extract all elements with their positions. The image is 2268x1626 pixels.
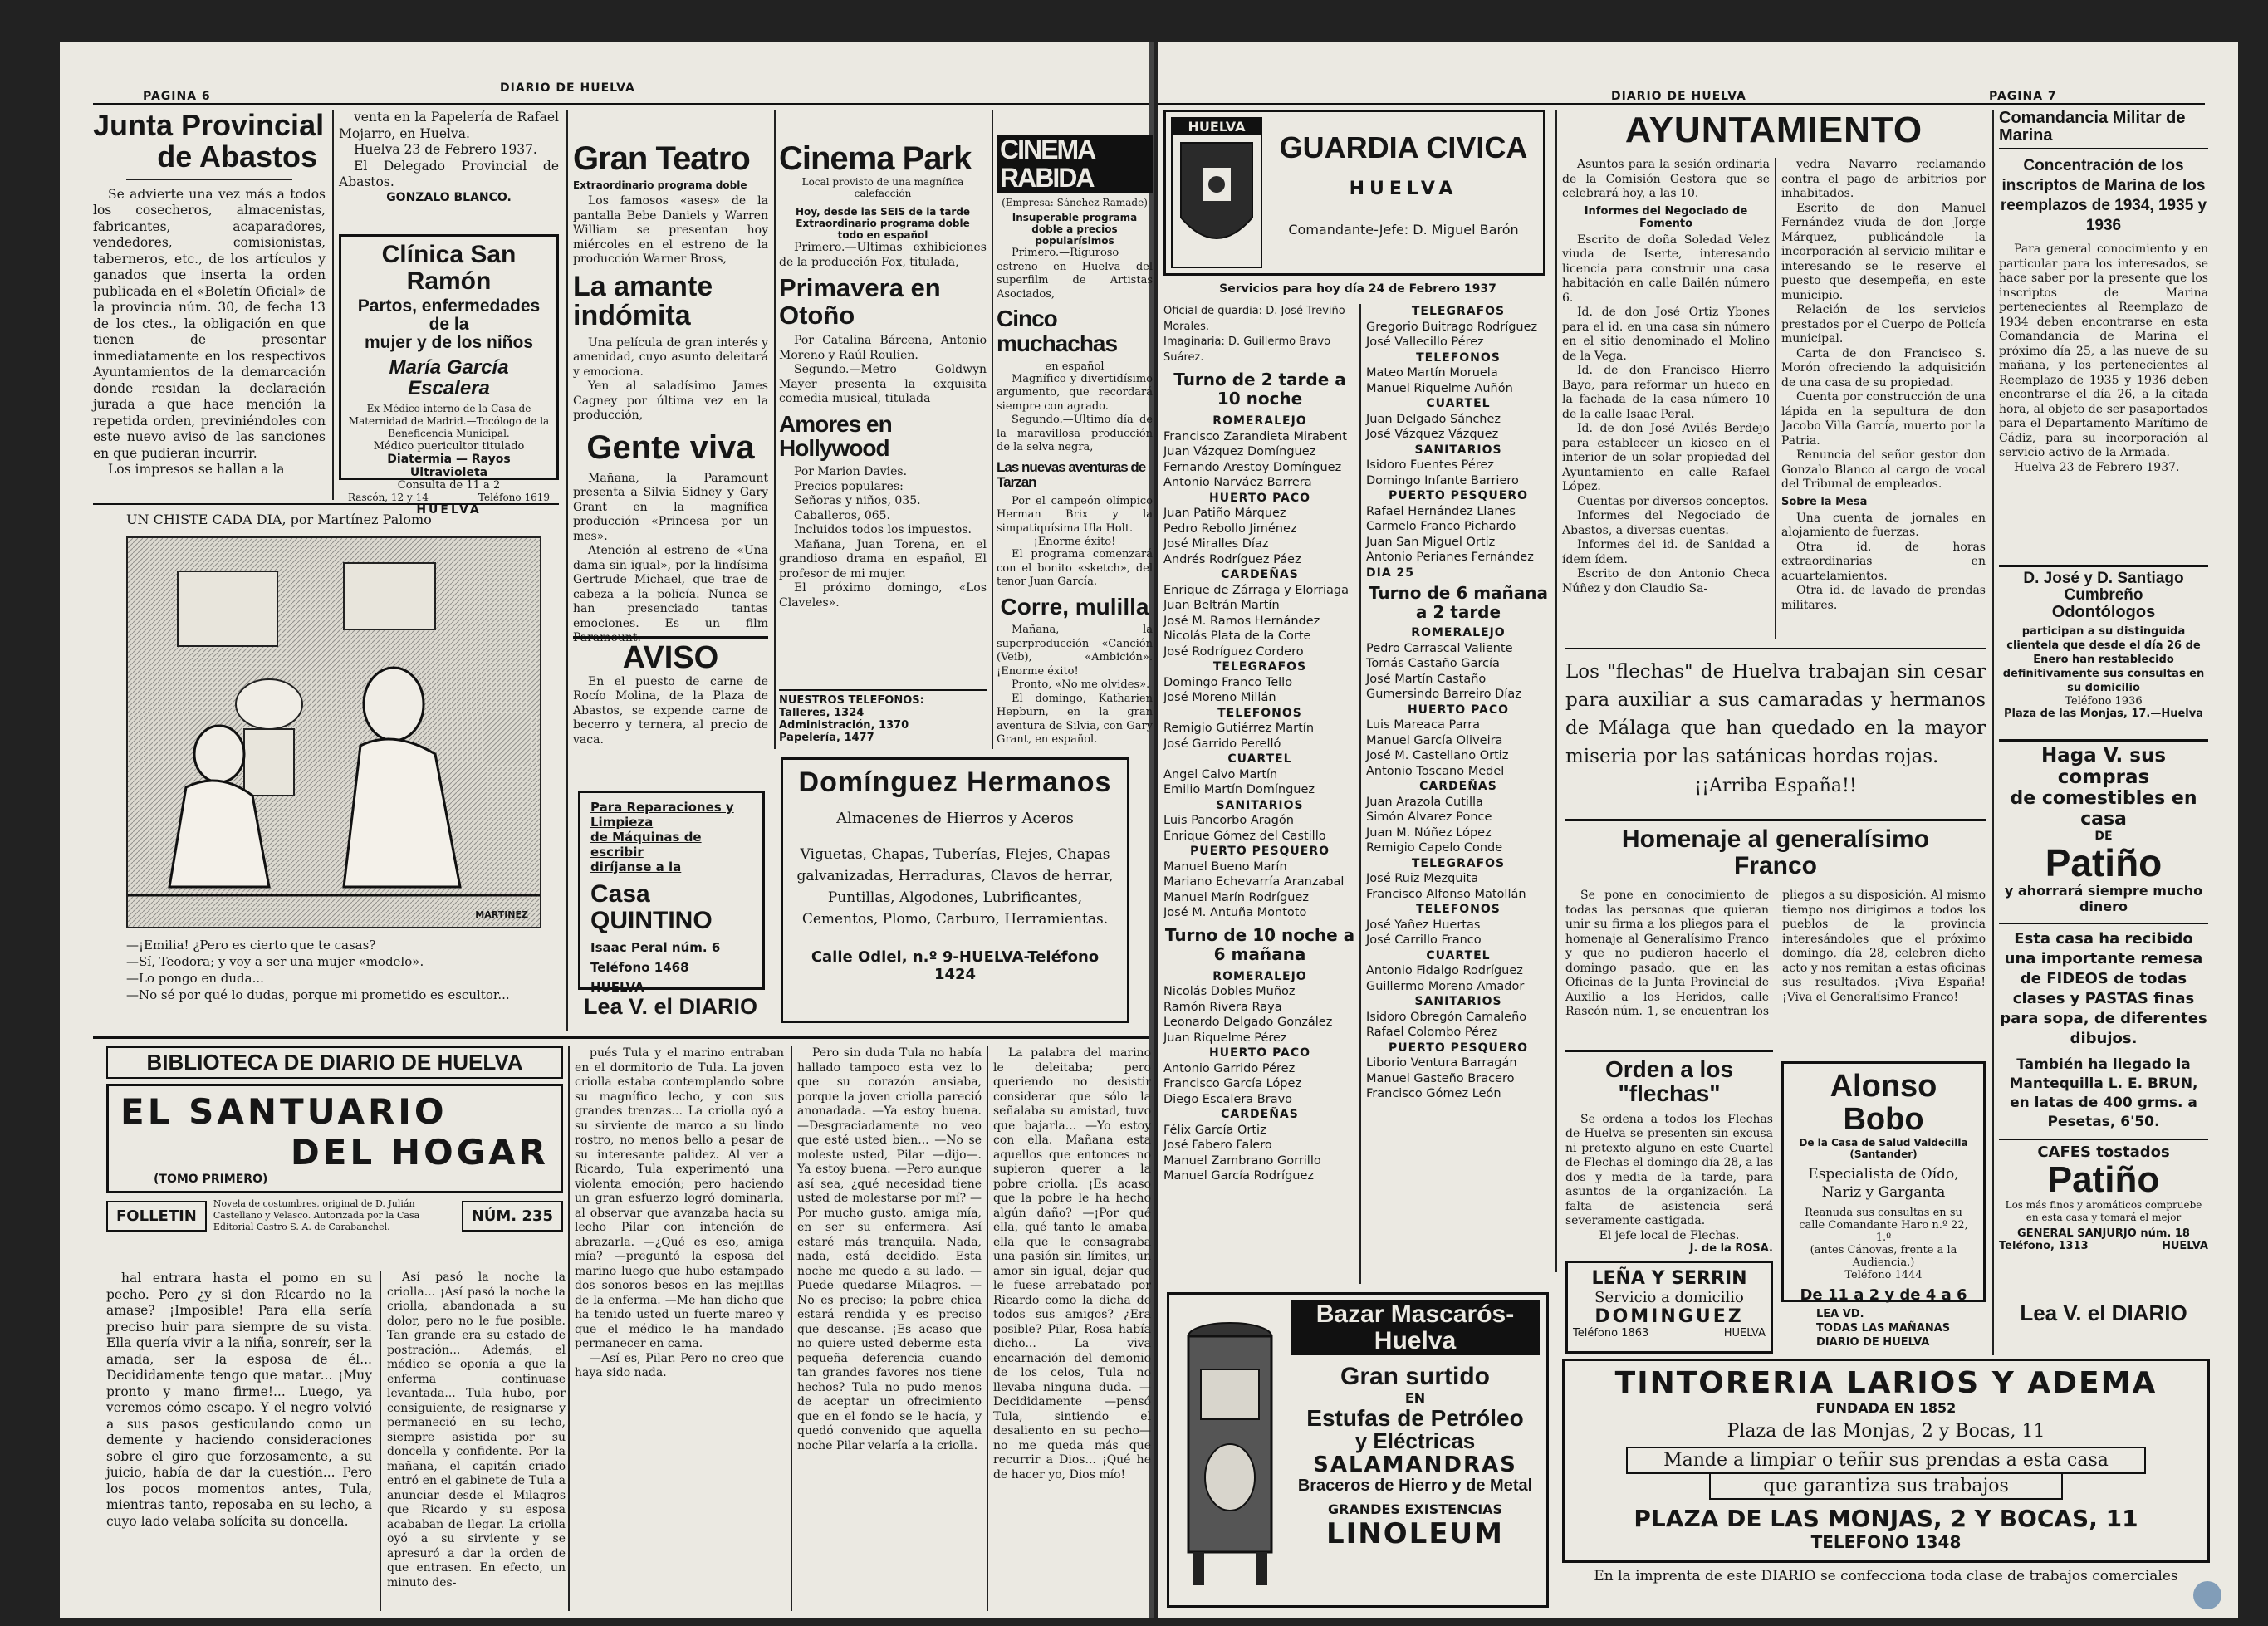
svc-m1: Gregorio Buitrago Rodríguez José Vallecillo Pérez [1366,320,1538,349]
bobo-p2: (antes Cánovas, frente a la Audiencia.) [1810,1243,1957,1269]
bazar-l6: Braceros de Hierro y de Metal [1297,1477,1533,1496]
novel-col-3 [993,1046,1151,1611]
clinic-creds: Ex-Médico interno de la Casa de Maternidad de Madrid.—Tocólogo de la Beneficencia Municipal. [348,402,550,439]
ayto-q4: Carta de don Francisco S. Morón ofreciendo la adquisición de una casa de su propiedad. [1781,346,1986,389]
arriba-espana: ¡¡Arriba España!! [1694,776,1857,796]
svc-h-huerto-2: HUERTO PACO [1208,1046,1311,1060]
svc-m9: José Ruiz Mezquita Francisco Alfonso Matollán [1366,872,1526,901]
park-p1c: todo en español [837,229,928,241]
svc-m3: Juan Delgado Sánchez José Vázquez Vázquez [1366,412,1501,441]
ayto-q2: Escrito de don Manuel Fernández viuda de don Jorge Márquez, publicándole la incorporación al servicio militar e interesando se le reserve el puesto que desempeña, en este municipio. [1781,201,1986,302]
rabida-p10: Pronto, «No me olvides». [1012,678,1150,692]
shield-label: HUELVA [1173,119,1261,135]
aviso-body: En el puesto de carne de Rocío Molina, de la Plaza de Abastos, se expende carne de becerro y ternera, al precio de vaca. [573,674,768,747]
rabida-p3: en español [1045,360,1105,373]
park-p11: El próximo domingo, «Los Claveles». [779,581,987,610]
ayto-p8: Informes del id. de Sanidad a ídem ídem. [1562,538,1770,566]
bazar-l1: Gran surtido [1340,1363,1490,1390]
novel-col-0 [106,1271,372,1611]
park-p8: Caballeros, 065. [794,508,890,522]
junta-title: Junta Provincial [93,108,325,142]
clinic-name: Clínica San Ramón [381,241,517,295]
teatro-p2: Una película de gran interés y amenidad, cuyo asunto deleitará y emociona. [573,335,768,379]
folletin-row [106,1198,563,1233]
park-p7: Señoras y niños, 035. [794,494,921,508]
ayto-p7: Informes del Negociado de Abastos, a diversas cuentas. [1562,509,1770,537]
svc-m12: Isidoro Obregón Camaleño Rafael Colombo Pérez [1366,1010,1527,1039]
svc2-h-cuartel: CUARTEL [1426,397,1491,410]
quintino-l3: diríjanse a la [590,860,682,874]
bazar-l5: SALAMANDRAS [1313,1452,1517,1478]
svc-n5: Remigio Gutiérrez Martín José Garrido Perelló [1163,722,1315,751]
patino-name: Patiño [2045,841,2163,884]
bazar-title: Bazar Mascarós-Huelva [1291,1300,1540,1355]
cartoon-section [93,512,559,1035]
svc-n6: Angel Calvo Martín Emilio Martín Domínguez [1163,767,1315,796]
patino-l2: de comestibles en casa [2010,788,2197,830]
ayto-q8: Otra id. de horas extraordinarias en acuartelamientos. [1781,540,1986,583]
dominguez-sub: Almacenes de Hierros y Aceros [836,809,1074,827]
junta-signer: GONZALO BLANCO. [386,190,512,204]
dominguez-hermanos-ad [781,757,1129,1023]
lea-list-3: DIARIO DE HUELVA [1816,1336,1930,1349]
svc-m4: Isidoro Fuentes Pérez Domingo Infante Barriero [1366,458,1519,487]
homenaje-title-2: Franco [1733,851,1818,879]
guardia-chief: Comandante-Jefe: D. Miguel Barón [1288,222,1519,238]
rabida-p5: Segundo.—Ultimo día de la maravillosa producción de la selva negra, [997,414,1153,454]
bobo-hours: De 11 a 2 y de 4 a 6 [1800,1286,1967,1304]
phones-box [779,689,987,749]
lena-contact [1573,1327,1766,1339]
novel-tomo: (TOMO PRIMERO) [154,1173,268,1187]
novel-text-2: Pero sin duda Tula no había hallado tampoco esta vez lo que su corazón ansiaba, porque la joven criolla pareció anonadada. —Ya estoy buena. —Desgraciadamente no veo que esté usted bien... —No se moleste usted, Pilar —dijo—. Ya estoy buena. —Pero aunque así sea, ¿qué necesidad tiene usted de molestarse por mí? —Por mucho gusto, amiga mía, en ser su enfermera. Así estaré más tranquila. Nada, nada, está decidido. Esta noche me quedo a su lado. —Puede quedarse Milagros. —No es preciso; la pobre chica estará rendida y es preciso que descanse. ¡Es acaso que no quiere usted deberme esta pequeña deferencia cuando tan grandes favores nos tiene hechos? Tula no pudo menos de aceptar un ofrecimiento que en el fondo se le hacía, y quedó convenido que aquella noche Pilar velaría a la criolla. [797,1046,982,1452]
orden-body: Se ordena a todos los Flechas de Huelva se presenten sin excusa ni pretexto alguno en este Cuartel de Flechas el domingo día 28, a las dos y media de la tarde, para asuntos de la organización. La falta de asistencia será severamente castigada. [1565,1112,1773,1228]
rabida-film1: Cinco muchachas [997,306,1118,356]
ayto-p4: Id. de don Francisco Hierro Bayo, para reformar un hueco en la fachada de la casa número 10 de la calle Isaac Peral. [1562,364,1770,421]
teatro-p3: Yen al saladísimo James Cagney por última vez en la producción, [573,380,768,423]
bazar-l2: EN [1404,1389,1426,1406]
phones-title: NUESTROS TELEFONOS: [779,694,924,707]
bazar-l7: GRANDES EXISTENCIAS [1327,1501,1503,1518]
marina-body: Para general conocimiento y en particular para los interesados, se hace saber por la presente que los inscriptos de Marina pertenecientes al Reemplazo de 1934 deben encontrarse en esta Comandancia de Marina el próximo día 25, a las nueve de su mañana, y los pertenecientes al Reemplazo de 1935 y 1936 deben encontrarse el día 26, a la citada hora, al objeto de ser pasaportados para el Departamento Marítimo de Cádiz, para su incorporación al servicio activo de la Armada. [1999,242,2208,459]
svc-m2: Mateo Martín Moruela Manuel Riquelme Auñón [1366,366,1513,395]
svc-n1: Francisco Zarandieta Mirabent Juan Vázquez Domínguez Fernando Arestoy Domínguez Antonio Narváez Barrera [1163,429,1347,489]
patino-name-2: Patiño [2047,1159,2160,1201]
tint-msg-1: Mande a limpiar o teñir sus prendas a esta casa [1626,1447,2146,1474]
gran-teatro-ad [573,140,768,645]
clinic-hours: Consulta de 11 a 2 [397,478,501,492]
svc-h-cardenas: CARDEÑAS [1221,568,1299,581]
folletin-label: FOLLETIN [106,1201,207,1232]
bobo-p1: Reanuda sus consultas en su calle Comandante Haro n.º 22, 1.º [1799,1206,1968,1244]
ayuntamiento-col-2 [1781,158,1986,648]
rabida-p7: ¡Enorme éxito! [1033,536,1116,549]
homenaje-title-1: Homenaje al generalísimo [1621,825,1930,853]
svc-dia25: DIA 25 [1366,566,1415,580]
park-p4: Segundo.—Metro Goldwyn Mayer presenta la exquisita comedia musical, titulada [779,363,987,406]
rabida-title: CINEMA RABIDA [997,135,1153,193]
lena-city: HUELVA [1723,1327,1766,1339]
quintino-name: Casa QUINTINO [590,880,713,934]
svc-n2: Juan Patiño Márquez Pedro Rebollo Jiménez José Miralles Díaz Andrés Rodríguez Páez [1163,507,1301,566]
ayto-q5: Cuenta por construcción de una lápida en la sepultura de don Jacobo Villa García, muerto por la Patria. [1781,390,1986,448]
guardia-sub: HUELVA [1349,179,1458,199]
teatro-sub: Extraordinario programa doble [573,179,747,191]
ayuntamiento-title: AYUNTAMIENTO [1624,110,1923,150]
rabida-film3: Corre, mulilla [1000,593,1149,620]
bazar-l8: LINOLEUM [1325,1517,1504,1551]
phones-l2: Administración, 1370 [779,719,909,732]
lena-title: LEÑA Y SERRIN [1591,1268,1747,1289]
rabida-sub1: (Empresa: Sánchez Ramade) [1002,197,1148,209]
ayto-q1: vedra Navarro reclamando contra el pago de arbitrios por inhabitados. [1781,158,1986,200]
patino-contact [1999,1240,2208,1252]
ayto-p6: Cuentas por diversos conceptos. [1577,494,1769,508]
lea-diario-right: Lea V. el DIARIO [2020,1300,2187,1325]
aviso-title: AVISO [573,636,768,675]
svc-h-sanitarios: SANITARIOS [1216,798,1304,812]
marina-heading: Concentración de los inscriptos de Marina de los reemplazos de 1934, 1935 y 1936 [2000,157,2207,234]
clinic-phone: Teléfono 1619 [478,491,550,503]
tint-founded: FUNDADA EN 1852 [1815,1400,1957,1416]
library-stamp-icon [2193,1581,2221,1609]
svc2-h-huerto: HUERTO PACO [1407,703,1510,717]
clinic-line1: Partos, enfermedades de la [357,296,541,335]
svc-m11: Antonio Fidalgo Rodríguez Guillermo Moreno Amador [1366,964,1525,993]
svc-h-cuartel: CUARTEL [1227,752,1292,766]
dominguez-addr: Calle Odiel, n.º 9-HUELVA-Teléfono 1424 [811,948,1100,983]
rabida-p1: Insuperable programa doble a precios popularísimos [1012,212,1138,247]
svc-n9: Nicolás Dobles Muñoz Ramón Rivera Raya Leonardo Delgado González Juan Riquelme Pérez [1163,985,1333,1045]
tintoreria-ad [1562,1359,2210,1563]
patino-phone: Teléfono, 1313 [1999,1240,2089,1253]
teatro-title: Gran Teatro [573,140,750,177]
svc-n10: Antonio Garrido Pérez Francisco García López Diego Escalera Bravo [1163,1061,1302,1106]
page-number-left: PAGINA 6 [143,90,211,103]
lena-sub: Servicio a domicilio [1594,1289,1744,1306]
ayuntamiento-col-1 [1562,158,1770,664]
alonso-bobo-ad [1781,1061,1986,1302]
junta-cont: venta en la Papelería de Rafael Mojarro, en Huelva. [339,110,559,141]
teatro-p4: Mañana, la Paramount presenta a Silvia Sidney y Gary Grant en la magnífica producción «Princesa por un mes». [573,471,768,543]
lea-diario-left: Lea V. el DIARIO [583,994,758,1019]
patino-b2: También ha llegado la Mantequilla L. E. BRUN, en latas de 400 grms. a Pesetas, 6'50. [2009,1056,2198,1131]
orden-title: Orden a los "flechas" [1604,1056,1734,1107]
bazar-l3: Estufas de Petróleo [1306,1404,1524,1431]
svc2-h-telefonos-b: TELEFONOS [1416,903,1501,916]
rabida-p8: El programa comenzará con el bonito «sketch», del tenor Juan García. [997,548,1153,589]
cartoon-header: UN CHISTE CADA DIA, por Martínez Palomo [126,512,432,527]
biblioteca-title: BIBLIOTECA DE DIARIO DE HUELVA [106,1046,563,1079]
svc2-h-telegrafos-b: TELEGRAFOS [1411,856,1506,870]
cartoon-drawing [128,538,540,927]
marina-article [1999,110,2208,575]
patino-l1: Haga V. sus compras [2040,745,2167,788]
flechas-note-text: Los "flechas" de Huelva trabajan sin cesar para auxiliar a sus camaradas y hermanos de Málaga que han quedado en la mayor miseria por las satánicas hordas rojas. [1565,661,1986,767]
svc-h-romeralejo: ROMERALEJO [1212,414,1307,428]
svc-imag: Imaginaria: D. Guillermo Bravo Suárez. [1163,335,1331,364]
phones-l3: Papelería, 1477 [779,732,874,744]
patino-de: DE [2094,830,2113,843]
svc2-h-puerto: PUERTO PESQUERO [1388,489,1529,502]
svc-h-huerto: HUERTO PACO [1208,491,1311,505]
guardia-civica-ad [1163,110,1545,276]
park-film2: Amores en Hollywood [779,410,892,461]
marina-title: Comandancia Militar de Marina [1999,110,2208,149]
rabida-p2: Primero.—Riguroso estreno en Huelva del superfilm de Artistas Asociados, [997,247,1153,301]
cartoon-signature: MARTINEZ [475,909,528,920]
bazar-mascaros-ad [1167,1292,1549,1608]
svc-h-romeralejo-2: ROMERALEJO [1212,969,1307,983]
patino-ad [1999,739,2208,1304]
clinic-line2: mujer y de los niños [364,333,534,353]
odont-sub: Odontólogos [2051,602,2156,621]
svc-m10: José Yañez Huertas José Carrillo Franco [1366,918,1482,947]
bazar-l4: y Eléctricas [1354,1428,1476,1453]
clinic-doctor: María García Escalera [389,356,509,400]
svc-h-telegrafos: TELEGRAFOS [1212,660,1307,673]
svc2-h-cuartel-b: CUARTEL [1426,948,1491,962]
park-p10: Mañana, Juan Torena, en el grandioso drama en español, El profesor de mi mujer. [779,537,987,580]
phones-l1: Talleres, 1324 [779,707,865,719]
junta-title-2: de Abastos [157,139,317,174]
patino-city: HUELVA [2161,1240,2208,1253]
junta-body-2: Los impresos se hallan a la [108,462,285,478]
svc-turno-1: Turno de 2 tarde a 10 noche [1173,370,1346,409]
ayto-q3: Relación de los servicios prestados por el Cuerpo de Policía municipal. [1781,303,1986,345]
clinic-contact-row [348,492,550,503]
novel-title-2: DEL HOGAR [290,1132,549,1173]
ayto-q6: Renuncia del señor gestor don Gonzalo Blanco al cargo de vocal del Tribunal de empleados. [1781,448,1986,491]
svc-h-puerto: PUERTO PESQUERO [1189,845,1330,858]
bobo-specialty: Especialista de Oído, Nariz y Garganta [1808,1165,1959,1201]
svc2-h-sanitarios: SANITARIOS [1414,443,1502,457]
svc-m5: Rafael Hernández Llanes Carmelo Franco Pichardo Juan San Miguel Ortiz Antonio Perianes Fernández [1366,504,1534,564]
ayto-p5: Id. de don José Avilés Berdejo para establecer un kiosco en el interior de un solar propiedad del Ayuntamiento en calle Rafael López. [1562,422,1770,493]
lea-list-2: TODAS LAS MAÑANAS [1816,1322,1951,1335]
svc2-h-sanitarios-b: SANITARIOS [1414,995,1502,1008]
tint-title: TINTORERIA LARIOS Y ADEMA [1614,1366,2158,1400]
quintino-phone: Teléfono 1468 [590,960,689,975]
clinic-ad [339,234,559,517]
odontologos-ad [1999,565,2208,731]
ayto-q9: Otra id. de lavado de prendas militares. [1781,584,1986,612]
novel-text-3: La palabra del marino le deleitaba; pero queriendo no desistir considerar que sólo la señalaba su amistad, tuvo que bajarla... —Yo estoy con ella. Mañana esta aquellos que entonces no supieron querer a la pobre criolla. ¡Es acaso que la pobre le ha hecho algún daño? —¡Por qué ella, qué tanto le amaba, ella que le consagraba una pasión sin límites, un amor sin igual, dejar que le fuese arrebatado por Ricardo como la dicha de todos sus amigos? ¿Era posible? Pilar, Rosa había dicho... La viva encarnación del demonio de los celos, Tula no llevaba ninguna duda. —Decididamente —pensó Tula, sintiendo el desaliento en su pecho— no me queda más que recurrir a Dios... ¡Qué he de hacer yo, Dios mío! [993,1046,1151,1482]
quintino-ad [578,791,765,995]
tint-phone: TELEFONO 1348 [1810,1532,1962,1552]
park-p2: Primero.—Ultimas exhibiciones de la producción Fox, titulada, [779,241,987,269]
svc2-h-romeralejo: ROMERALEJO [1411,626,1506,639]
tint-address: Plaza de las Monjas, 2 y Bocas, 11 [1727,1421,2045,1442]
guardia-title: GUARDIA CIVICA [1279,130,1528,164]
quintino-l2: de Máquinas de escribir [590,830,702,860]
teatro-film1: La amante indómita [573,270,713,332]
patino-b1: Esta casa ha recibido una importante remesa de FIDEOS de todas clases y PASTAS finas para sopa, de diferentes dibujos. [1999,923,2208,1049]
caption-line-2: —Sí, Teodora; y voy a ser una mujer «modelo». [126,954,424,969]
ayto-p2: Escrito de doña Soledad Velez viuda de Iserte, interesando licencia para construir una casa habitación en calle Bailén número 6. [1562,233,1770,305]
park-p6: Precios populares: [794,479,904,493]
ayto-p1: Asuntos para la sesión ordinaria de la Comisión Gestora que se celebrará hoy, a las 10. [1562,158,1770,200]
park-p3: Por Catalina Bárcena, Antonio Moreno y Raúl Roulien. [779,334,987,362]
patino-l3: y ahorrará siempre mucho dinero [2004,883,2203,915]
tint-address-2: PLAZA DE LAS MONJAS, 2 Y BOCAS, 11 [1634,1505,2138,1532]
homenaje-body: Se pone en conocimiento de todas las personas que quieran unir su firma a los pliegos para el homenaje al Generalísimo Franco y que no pudieron hacerlo el domingo pasado, que en las Oficinas de la Junta Provincial de Auxilio a los Heridos, calle Rascón núm. 1, se encuentran los pliegos a su disposición. Al mismo tiempo nos dirigimos a todos los pueblos de la provincia interesándoles que el próximo domingo, día 28, celebren dicho acto y nos remitan a estas oficinas sus resultados. ¡Viva España! ¡Viva el Generalísimo Franco! [1565,889,1986,1018]
junta-continuation [339,110,559,204]
junta-body: Se advierte una vez más a todos los cosecheros, almacenistas, fabricantes, acaparadores, vendedores, comisionistas, taberneros, etc., de los artículos y ganados que inserta la orden publicada en el «Boletín Oficial» de la provincia núm. 30, de fecha 13 de los ctes., la obligación en que tienen de presentar inmediatamente en los respectivos Ayuntamientos de la demarcación donde residan la declaración jurada a que hace mención la repetida orden, previniéndoles con este nuevo aviso de las sanciones en que pudieran incurrir. [93,186,326,461]
novel-text-0: hal entrara hasta el pomo en su pecho. Pero ¿y si don Ricardo no la amase? ¡Imposible! Para ella sería preciso huir para siempre de su vista. Ella quería vivir a la niña, sonreír, ser la amada, ser la esposa de él... Decididamente tengo que matar... ¡Muy pronto y mano firme!... Luego, ya veremos cómo escapo. Y el negro volvió a sus pasos gesticulando como un demente y haciendo consideraciones sobre el giro que forzosamente, a su juicio, había de dar la cuestión... Pero los pocos momentos antes, Tula, mientras tanto, reposaba en su lecho, a cuyo lado velaba solícita su doncella. [106,1271,372,1529]
odont-phone: Teléfono 1936 [2065,694,2143,708]
patino-b3: Los más finos y aromáticos compruebe en esta casa y tomará el mejor [2005,1199,2202,1224]
folletin-note: Novela de costumbres, original de D. Julián Castellano y Velasco. Autorizada por la Casa Editorial Castro S. A. de Carabanchel. [213,1198,420,1233]
park-p5: Por Marion Davies. [794,465,908,479]
svc-intro: Oficial de guardia: D. José Treviño Morales. [1163,305,1345,333]
cinema-rabida-ad [997,135,1153,749]
cartoon-caption [126,937,550,1003]
odont-body: participan a su distinguida clientela que desde el día 26 de Enero han restablecido definitivamente sus consultas en su domicilio [2002,624,2205,694]
rabida-p6: Por el campeón olímpico Herman Brix y la simpatiquísima Ula Holt. [997,494,1153,535]
svc-h-cardenas-2: CARDEÑAS [1221,1108,1299,1121]
odont-title: D. José y D. Santiago Cumbreño [2023,570,2184,604]
biblioteca-header [106,1046,563,1271]
bobo-sub: De la Casa de Salud Valdecilla (Santander) [1799,1136,1968,1160]
park-p1: Hoy, desde las SEIS de la tarde [795,206,971,218]
svc-turno-3: Turno de 6 mañana a 2 tarde [1368,583,1548,622]
orden-signer: J. de la ROSA. [1689,1242,1773,1255]
rabida-p9: Mañana, la superproducción «Canción (Veib), «Ambición». ¡Enorme éxito! [997,624,1153,678]
services-col-1 [1163,304,1356,1300]
park-film1: Primavera en Otoño [779,273,941,330]
novel-text-1b: —Así es, Pilar. Pero no creo que haya sido nada. [575,1351,784,1379]
rabida-film2: Las nuevas aventuras de Tarzan [997,458,1146,490]
novel-text-1: pués Tula y el marino entraban en el dormitorio de Tula. La joven criolla estaba contemplando sobre su magnífico lecho, y con sus grandes trenzas... La criolla oyó a su sirviente de marco a su lindo rostro, no menos bello a pesar de su interesante palidez. Al ver a Ricardo, Tula experimentó una violenta emoción; pero haciendo un gran esfuerzo logró dominarla, al observar que avanzaba hacia su lecho Pilar con intención de abrazarla. —¿Qué es eso, amiga mía? —preguntó la esposa del marino luego que hubo estampado dos sonoros besos en las mejillas de la enferma. —Me han dicho que ha tenido usted un fuerte mareo y que el médico le ha mandado permanecer en cama. [575,1046,784,1350]
ayto-p3: Id. de don José Ortiz Ybones para el id. en una casa sin número en el sitio denominado el Molino de la Vega. [1562,306,1770,363]
marina-date: Huelva 23 de Febrero 1937. [2014,460,2180,474]
svc-n8: Manuel Bueno Marín Mariano Echevarría Aranzabal Manuel Marín Rodríguez José M. Antuña Montoto [1163,860,1345,919]
svc2-h-telefonos: TELEFONOS [1416,350,1501,365]
teatro-film2: Gente viva [586,429,755,466]
lea-list [1783,1307,1986,1354]
ayto-q7: Una cuenta de jornales en alojamiento de fuerzas. [1781,511,1986,539]
junta-abastos-article [93,110,326,500]
bazar-text [1291,1300,1540,1550]
stove-illustration [1176,1311,1284,1602]
patino-addr: GENERAL SANJURJO núm. 18 [2017,1227,2190,1241]
ayto-p9: Escrito de don Antonio Checa Núñez y don Claudio Sa- [1562,567,1770,595]
tint-msg-2: que garantiza sus trabajos [1709,1474,2063,1500]
svc-m6: Pedro Carrascal Valiente Tomás Castaño García José Martín Castaño Gumersindo Barreiro Díaz [1366,641,1521,701]
teatro-p5: Atención al estreno de «Una dama sin igual», por la lindísima Gertrude Michael, que trae de cabeza a la policía. Nunca se han presenciado tantas emociones. Es un film Paramount. [573,544,768,645]
lea-list-1: LEA VD. [1816,1308,1864,1320]
park-p1b: Extraordinario programa doble [796,218,970,229]
novel-title-box [106,1084,563,1193]
clinic-services: Diatermia — Rayos Ultravioleta [387,452,511,479]
homenaje-article [1565,819,1986,1043]
novel-col-2 [797,1046,982,1611]
junta-signoff: El Delegado Provincial de Abastos. [339,158,559,189]
footer-imprenta: En la imprenta de este DIARIO se confecciona toda clase de trabajos comerciales [1594,1568,2178,1584]
clinic-cert: Médico puericultor titulado [373,439,525,453]
park-p9: Incluidos todos los impuestos. [794,523,972,537]
svc-n11: Félix García Ortiz José Fabero Falero Manuel Zambrano Gorrillo Manuel García Rodríguez [1163,1123,1321,1183]
novel-text-4: Así pasó la noche la criolla... ¡Así pasó la noche la criolla, abandonada a su dolor, pero no le fue posible. Tan grande era su estado de postración... Además, el médico se oponía a que la enferma continuase levantada... Tula hubo, por consiguiente, de resignarse y permaneció en su lecho, siempre asistida por su doncella y confidente. Por la mañana, el capitán criado entró en el gabinete de Tula a anunciar desde el Milagros que Ricardo y su esposa acababan de llegar. La criolla oyó a su sirviente y se apresuró a dar la orden de que entrasen. En efecto, un minuto des- [387,1271,566,1589]
masthead-right: DIARIO DE HUELVA [1611,90,1746,103]
svc2-h-telegrafos: TELEGRAFOS [1411,305,1506,318]
quintino-addr: Isaac Peral núm. 6 [590,940,721,955]
folletin-number: NÚM. 235 [462,1201,563,1232]
clinic-city: HUELVA [416,502,482,517]
quintino-l1: Para Reparaciones y Limpieza [590,800,734,830]
lena-serrin-ad [1565,1261,1773,1354]
caption-line-3: —Lo pongo en duda... [126,971,264,986]
masthead-left: DIARIO DE HUELVA [500,81,635,95]
shield-emblem-icon [1173,135,1261,267]
novel-col-1 [575,1046,784,1611]
huelva-shield [1171,117,1262,268]
ayto-h2: Sobre la Mesa [1781,495,1868,508]
novel-title-1: EL SANTUARIO [120,1091,448,1133]
caption-line-1: —¡Emilia! ¿Pero es cierto que te casas? [126,938,376,953]
services-header: Servicios para hoy día 24 de Febrero 1937 [1219,282,1496,296]
flechas-note [1565,648,1986,814]
svc-n3: Enrique de Zárraga y Elorriaga Juan Beltrán Martín José M. Ramos Hernández Nicolás Plata de la Corte José Rodríguez Cordero [1163,583,1349,659]
bobo-name: Alonso Bobo [1830,1069,1937,1137]
svc-m8: Juan Arazola Cutilla Simón Alvarez Ponce Juan M. Núñez López Remigio Capelo Conde [1366,795,1503,855]
svc2-h-cardenas: CARDEÑAS [1419,780,1497,793]
teatro-p1: Los famosos «ases» de la pantalla Bebe Daniels y Warren William se presentan hoy miércoles en el estreno de la producción Warner Bross, [573,194,768,266]
svc-m13: Liborio Ventura Barragán Manuel Gasteño Bracero Francisco Gómez León [1366,1056,1517,1100]
bobo-phone: Teléfono 1444 [1844,1268,1923,1281]
svc-h-telefonos: TELEFONOS [1217,706,1302,720]
park-sub1: Local provisto de una magnífica calefacción [801,176,964,199]
left-page [60,42,1154,1618]
lena-phone: Teléfono 1863 [1573,1327,1649,1339]
ayto-h1: Informes del Negociado de Fomento [1584,204,1748,230]
dominguez-title: Domínguez Hermanos [798,766,1112,798]
svc-turno-2: Turno de 10 noche a 6 mañana [1164,924,1355,964]
services-col-2 [1366,304,1550,1300]
orden-chief: El jefe local de Flechas. [1599,1228,1740,1242]
junta-date: Huelva 23 de Febrero 1937. [354,142,537,157]
svc2-h-puerto-b: PUERTO PESQUERO [1388,1041,1529,1055]
cartoon-illustration [126,536,541,928]
orden-flechas-article [1565,1050,1773,1257]
quintino-city: HUELVA [590,980,644,995]
right-page [1158,42,2238,1618]
svc-n4: Domingo Franco Tello José Moreno Millán [1163,675,1293,704]
patino-cafes: CAFES tostados [1999,1139,2208,1161]
clinic-address: Rascón, 12 y 14 [348,491,429,503]
cinema-park-ad [779,141,987,747]
svc-n7: Luis Pancorbo Aragón Enrique Gómez del Castillo [1163,814,1326,843]
dominguez-items: Viguetas, Chapas, Tuberías, Flejes, Chapas galvanizadas, Herraduras, Clavos de herrar, Puntillas, Algodones, Lubrificantes, Cementos, Plomo, Carburo, Herramientas. [796,845,1114,928]
novel-col-4 [387,1271,566,1611]
odont-addr: Plaza de las Monjas, 17.—Huelva [2004,707,2203,720]
svc-m7: Luis Mareaca Parra Manuel García Oliveira José M. Castellano Ortiz Antonio Toscano Medel [1366,718,1509,778]
rabida-p11: El domingo, Katharien Hepburn, en la gran aventura de Silvia, con Gary Grant, en español. [997,692,1153,747]
park-title: Cinema Park [779,140,972,177]
rabida-p4: Magnífico y divertidísimo argumento, que recordará siempre con agrado. [997,372,1153,413]
aviso-notice [573,636,768,747]
caption-line-4: —No sé por qué lo dudas, porque mi prometido es escultor... [126,987,510,1002]
lena-name: DOMINGUEZ [1594,1306,1744,1327]
stove-icon [1176,1311,1284,1602]
page-number-right: PAGINA 7 [1989,90,2057,103]
